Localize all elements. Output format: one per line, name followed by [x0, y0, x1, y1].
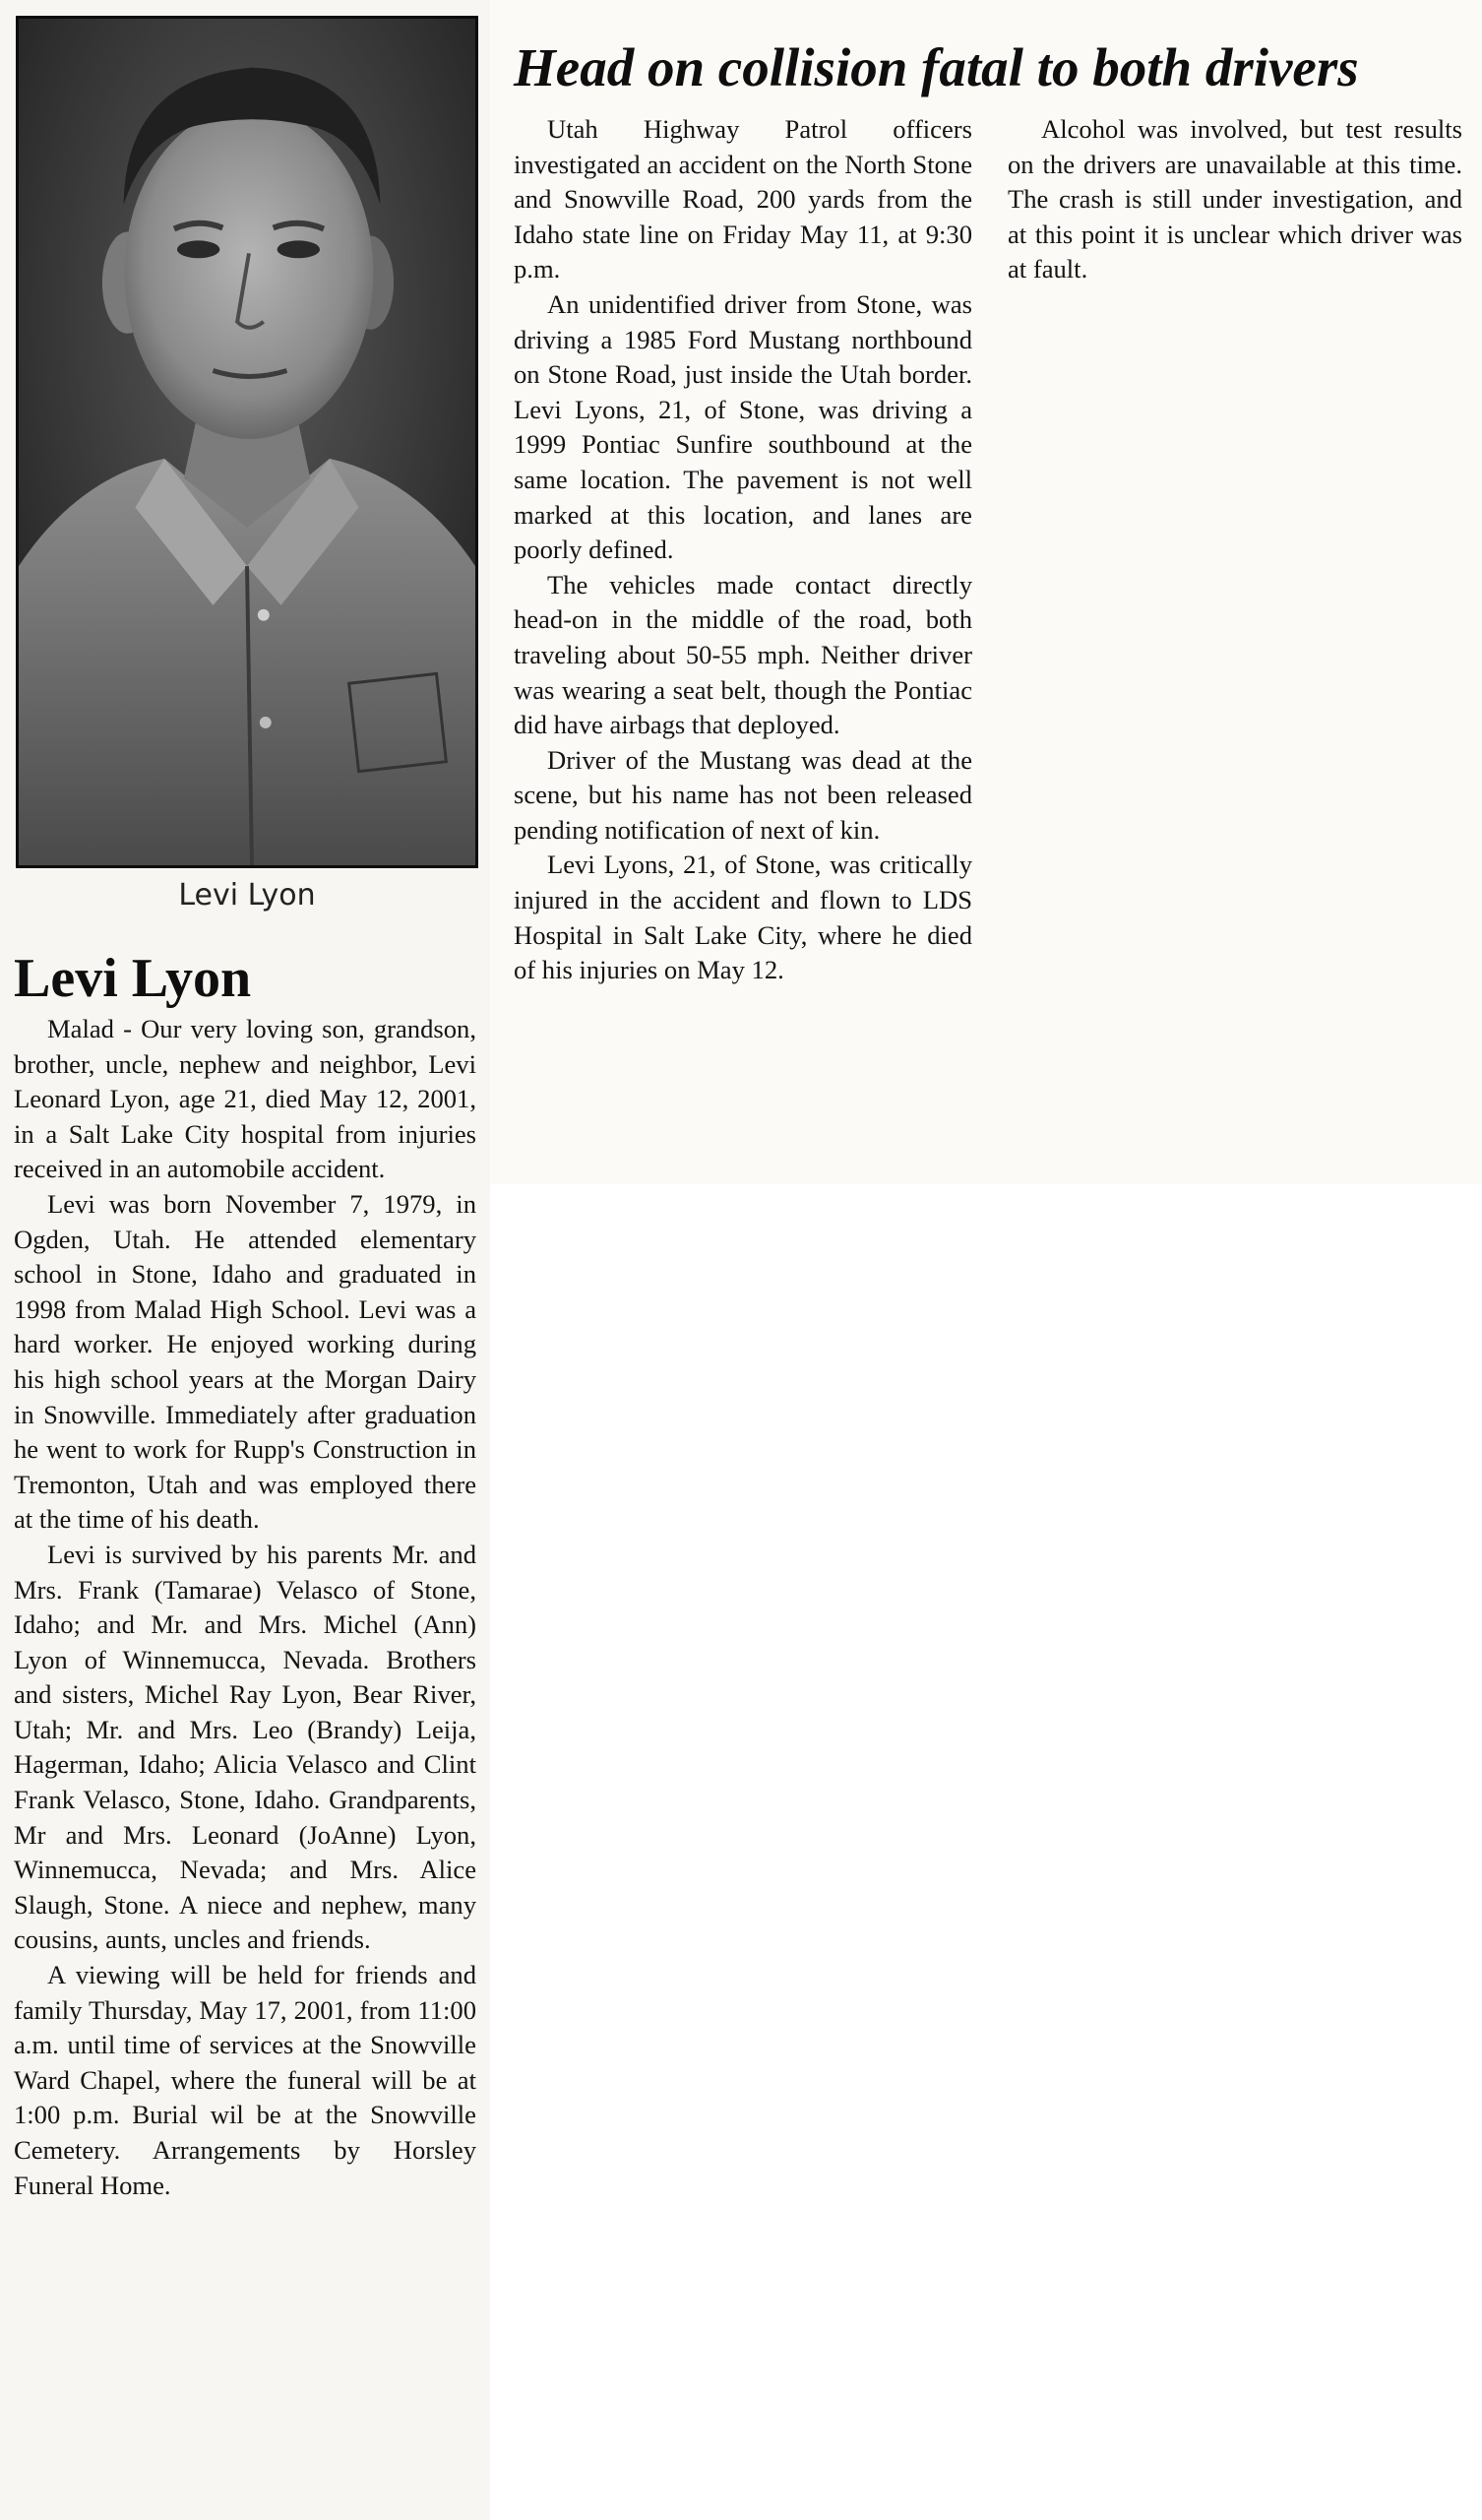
obituary-title: Levi Lyon: [14, 948, 252, 1009]
article-column-1: [514, 112, 972, 988]
portrait-photo-image: [19, 19, 475, 865]
article-paragraph: Utah Highway Patrol officers investigated an accident on the North Stone and Snowville Road, 200 yards from the Idaho state line on Friday May 11, at 9:30 p.m.: [514, 114, 972, 284]
article-headline: Head on collision fatal to both drivers: [514, 37, 1359, 97]
article-paragraph: Alcohol was involved, but test results on the drivers are unavailable at this time. The crash is still under investigation, and at this point it is unclear which driver was at fault.: [1008, 114, 1462, 284]
portrait-photo: [16, 16, 478, 868]
article-paragraph: Driver of the Mustang was dead at the scene, but his name has not been released pending notification of next of kin.: [514, 744, 972, 845]
obituary-paragraph: Levi is survived by his parents Mr. and Mrs. Frank (Tamarae) Velasco of Stone, Idaho; and Mr. and Mrs. Michel (Ann) Lyon of Winnemucca, Nevada. Brothers and sisters, Michel Ray Lyon, Bear River, Utah; Mr. and Mrs. Leo (Brandy) Leija, Hagerman, Idaho; Alicia Velasco and Clint Frank Velasco, Stone, Idaho. Grandparents, Mr and Mrs. Leonard (JoAnne) Lyon, Winnemucca, Nevada; and Mrs. Alice Slaugh, Stone. A niece and nephew, many cousins, aunts, uncles and friends.: [14, 1539, 476, 1955]
article-paragraph: Levi Lyons, 21, of Stone, was critically injured in the accident and flown to LDS Hospital in Salt Lake City, where he died of his injuries on May 12.: [514, 850, 972, 985]
article-column-2: [1008, 112, 1462, 287]
obituary-paragraph: Levi was born November 7, 1979, in Ogden, Utah. He attended elementary school in Stone, Idaho and graduated in 1998 from Malad High School. Levi was a hard worker. He enjoyed working during his high school years at the Morgan Dairy in Snowville. Immediately after graduation he went to work for Rupp's Construction in Tremonton, Utah and was employed there at the time of his death.: [14, 1188, 476, 1535]
obituary-paragraph: Malad - Our very loving son, grandson, brother, uncle, nephew and neighbor, Levi Leonard Lyon, age 21, died May 12, 2001, in a Salt Lake City hospital from injuries received in an automobile accident.: [14, 1014, 476, 1184]
article-paragraph: An unidentified driver from Stone, was driving a 1985 Ford Mustang northbound on Stone Road, just inside the Utah border. Levi Lyons, 21, of Stone, was driving a 1999 Pontiac Sunfire southbound at the same location. The pavement is not well marked at this location, and lanes are poorly defined.: [514, 288, 972, 565]
obituary-paragraph: A viewing will be held for friends and family Thursday, May 17, 2001, from 11:00 a.m. until time of services at the Snowville Ward Chapel, where the funeral will be at 1:00 p.m. Burial wil be at the Snowville Cemetery. Arrangements by Horsley Funeral Home.: [14, 1960, 476, 2200]
obituary-body: [14, 1012, 476, 2203]
photo-caption: Levi Lyon: [178, 878, 316, 913]
article-paragraph: The vehicles made contact directly head-on in the middle of the road, both traveling about 50-55 mph. Neither driver was wearing a seat belt, though the Pontiac did have airbags that deployed.: [514, 569, 972, 740]
